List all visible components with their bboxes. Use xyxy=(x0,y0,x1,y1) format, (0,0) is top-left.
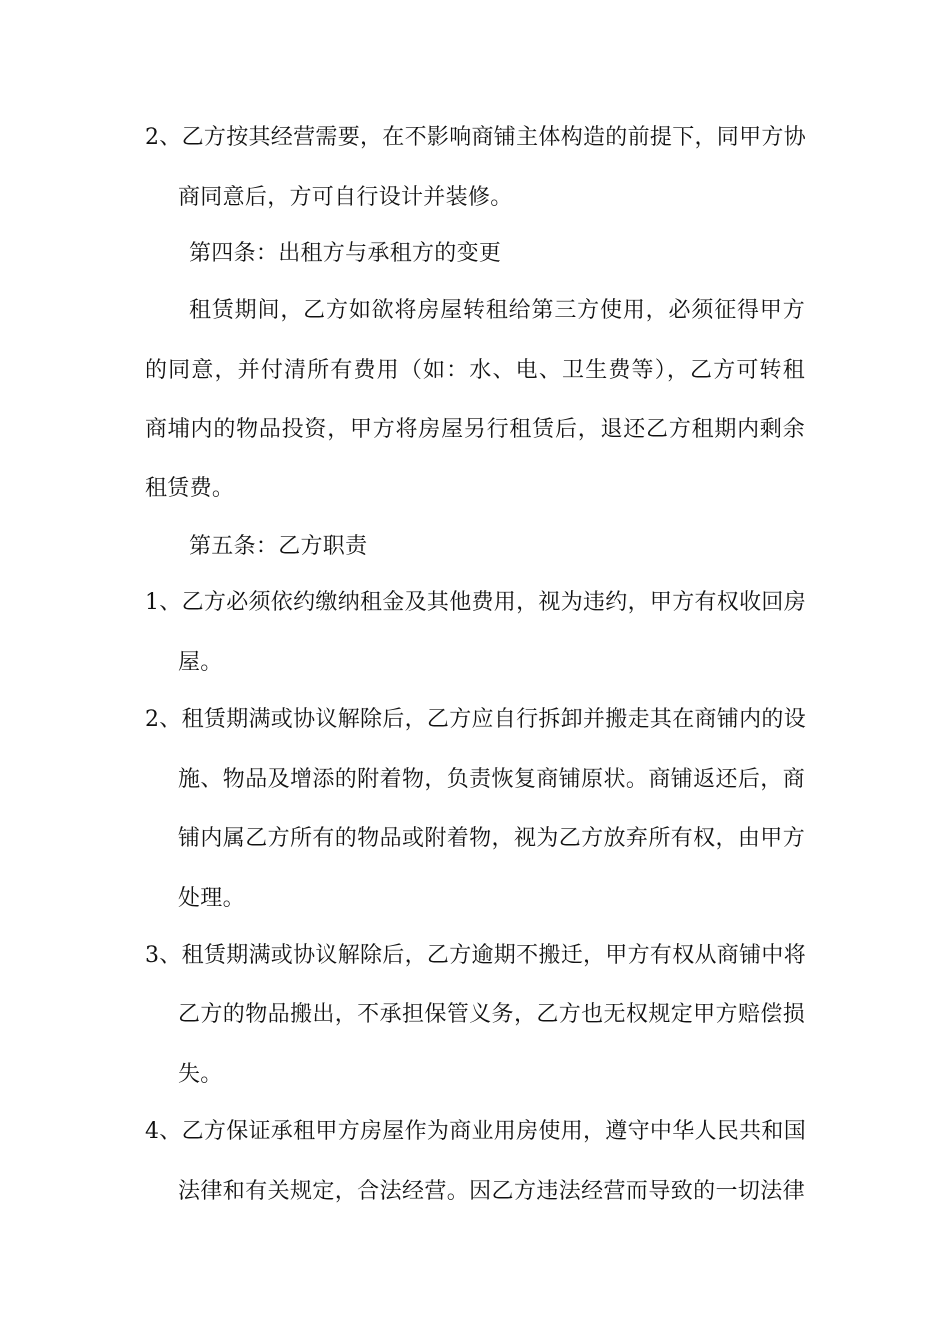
article5-item3-line3: 失。 xyxy=(178,1062,223,1087)
article5-heading: 第五条：乙方职责 xyxy=(189,534,368,559)
article5-item4-line2: 法律和有关规定，合法经营。因乙方违法经营而导致的一切法律 xyxy=(178,1179,805,1204)
clause3-item2-line2: 商同意后，方可自行设计并装修。 xyxy=(178,185,513,210)
article5-item3-line1: 3、租赁期满或协议解除后，乙方逾期不搬迁，甲方有权从商铺中将 xyxy=(145,943,806,968)
article5-item1-line2: 屋。 xyxy=(178,650,223,675)
article4-paragraph-line4: 租赁费。 xyxy=(145,476,235,501)
article5-item2-line4: 处理。 xyxy=(178,886,245,911)
article4-paragraph-line2: 的同意，并付清所有费用（如：水、电、卫生费等），乙方可转租 xyxy=(145,358,805,383)
article5-item3-line2: 乙方的物品搬出，不承担保管义务，乙方也无权规定甲方赔偿损 xyxy=(178,1002,805,1027)
article5-item1-line1: 1、乙方必须依约缴纳租金及其他费用，视为违约，甲方有权收回房 xyxy=(145,590,806,615)
article5-item2-line1: 2、租赁期满或协议解除后，乙方应自行拆卸并搬走其在商铺内的设 xyxy=(145,707,806,732)
article4-paragraph-line1: 租赁期间，乙方如欲将房屋转租给第三方使用，必须征得甲方 xyxy=(189,298,805,323)
article5-item4-line1: 4、乙方保证承租甲方房屋作为商业用房使用，遵守中华人民共和国 xyxy=(145,1119,806,1144)
clause3-item2-line1: 2、乙方按其经营需要，在不影响商铺主体构造的前提下，同甲方协 xyxy=(145,125,806,150)
article5-item2-line2: 施、物品及增添的附着物，负责恢复商铺原状。商铺返还后，商 xyxy=(178,767,805,792)
article4-heading: 第四条：出租方与承租方的变更 xyxy=(189,241,502,266)
article4-paragraph-line3: 商埔内的物品投资，甲方将房屋另行租赁后，退还乙方租期内剩余 xyxy=(145,417,805,442)
article5-item2-line3: 铺内属乙方所有的物品或附着物，视为乙方放弃所有权，由甲方 xyxy=(178,826,805,851)
